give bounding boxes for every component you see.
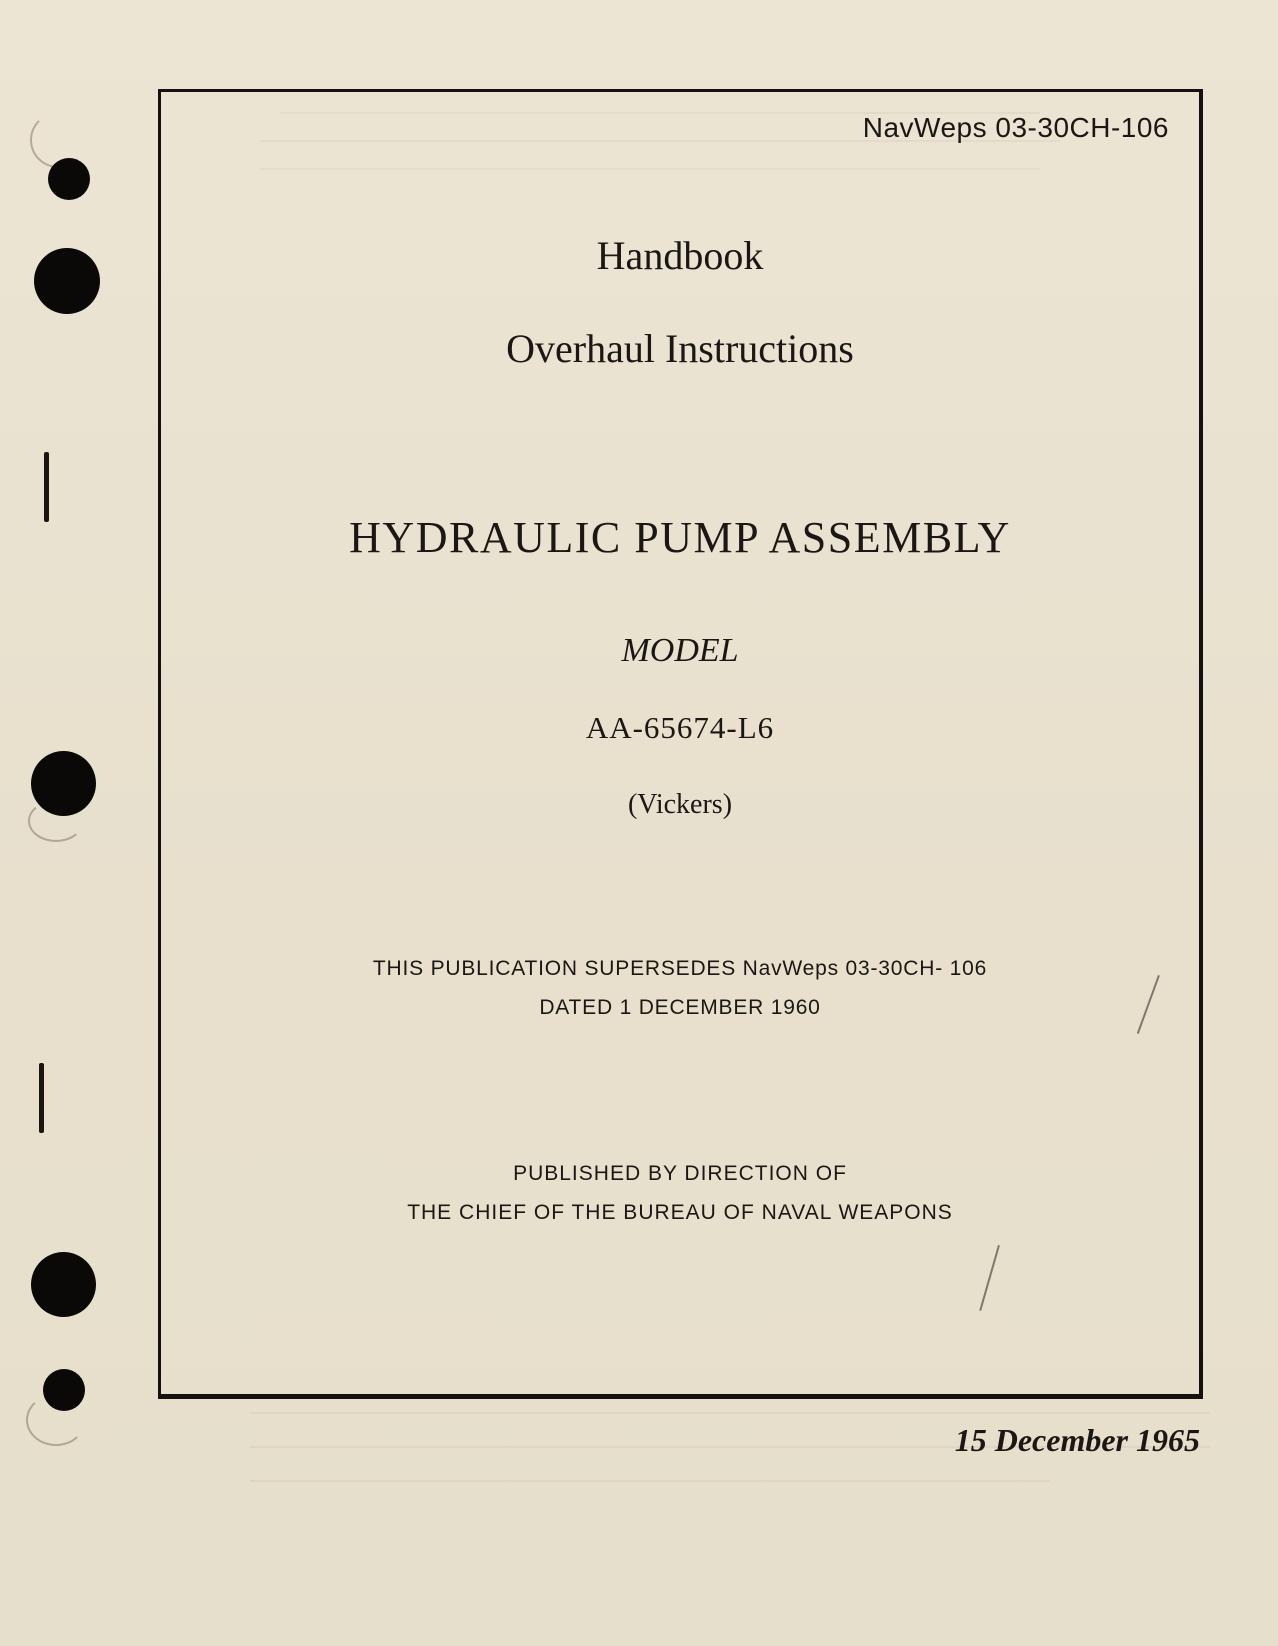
binder-tear-mark [44,452,49,522]
publisher-line-1: PUBLISHED BY DIRECTION OF [513,1162,847,1185]
binder-hole [48,158,90,200]
manufacturer: (Vickers) [627,789,733,820]
handbook-heading: Handbook [596,233,764,278]
model-label: MODEL [621,632,739,669]
document-type-heading: Overhaul Instructions [506,326,854,371]
publication-number: NavWeps 03-30CH-106 [862,112,1169,143]
bleed-through-line [250,1480,1050,1482]
publisher-line-2: THE CHIEF OF THE BUREAU OF NAVAL WEAPONS [407,1201,953,1224]
model-number: AA-65674-L6 [585,710,775,745]
supersedes-date: DATED 1 DECEMBER 1960 [539,996,821,1019]
binder-ring-mark [26,1394,86,1446]
bleed-through-line [250,1412,1210,1414]
binder-tear-mark [39,1063,44,1133]
supersedes-notice: THIS PUBLICATION SUPERSEDES NavWeps 03-30CH- 106 [372,957,988,980]
document-title: HYDRAULIC PUMP ASSEMBLY [349,513,1011,562]
binder-ring-mark [28,800,84,842]
binder-hole [34,248,100,314]
title-frame [158,89,1203,1399]
issue-date: 15 December 1965 [954,1422,1200,1458]
binder-hole [31,1252,96,1317]
